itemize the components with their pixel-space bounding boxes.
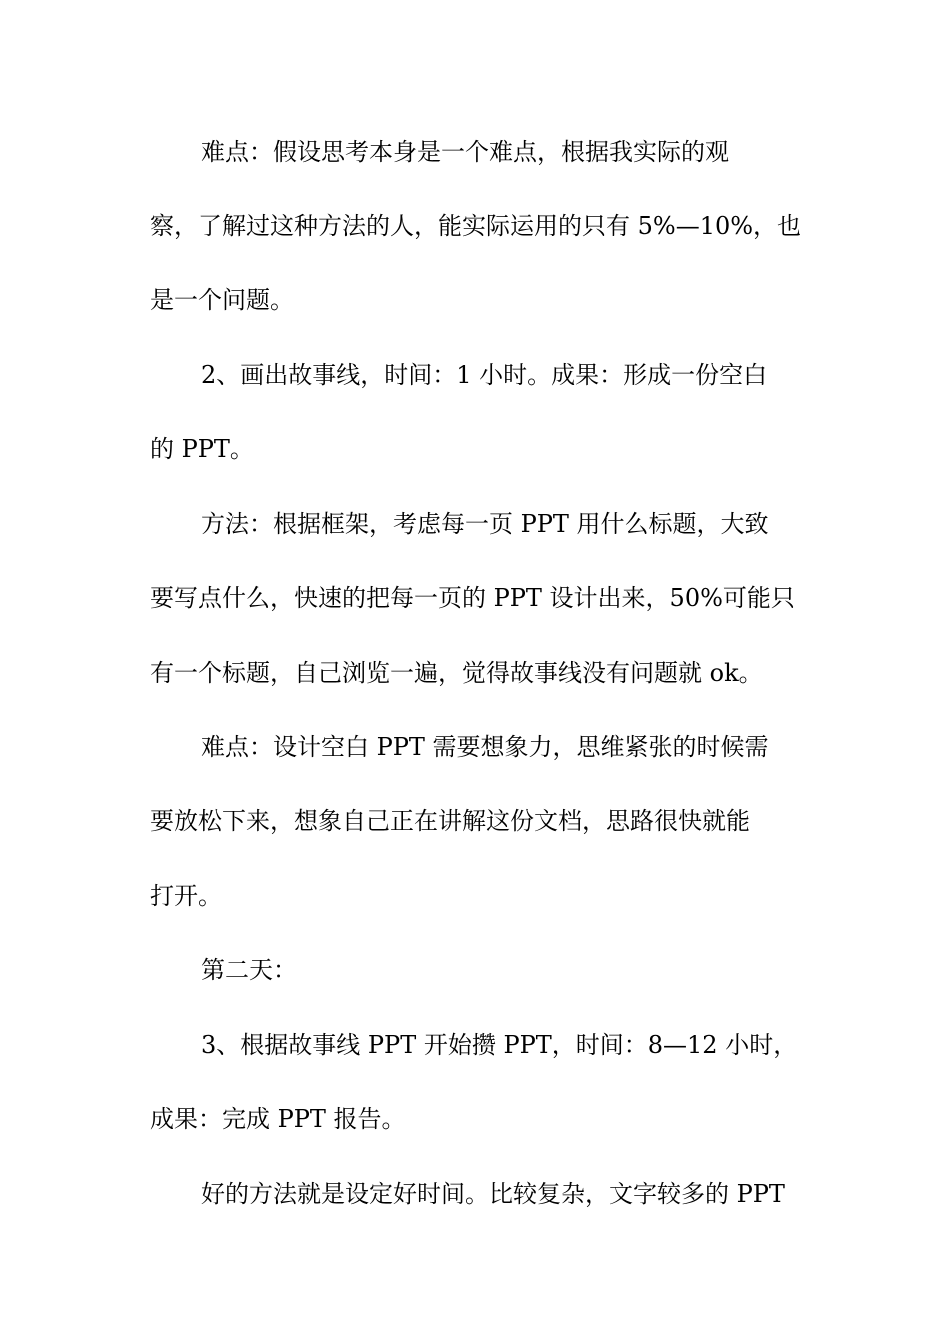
text-line-1: 难点：假设思考本身是一个难点，根据我实际的观 bbox=[201, 138, 729, 166]
text-line-4: 2、画出故事线，时间：1 小时。成果：形成一份空白 bbox=[201, 361, 768, 389]
text-line-6: 方法：根据框架，考虑每一页 PPT 用什么标题，大致 bbox=[201, 510, 769, 538]
text-line-3: 是一个问题。 bbox=[150, 286, 294, 314]
text-line-9: 难点：设计空白 PPT 需要想象力，思维紧张的时候需 bbox=[201, 733, 769, 761]
text-line-13: 3、根据故事线 PPT 开始攒 PPT，时间：8—12 小时， bbox=[201, 1031, 798, 1059]
text-line-11: 打开。 bbox=[150, 882, 222, 910]
text-line-8: 有一个标题，自己浏览一遍，觉得故事线没有问题就 ok。 bbox=[150, 659, 763, 687]
text-line-12: 第二天： bbox=[201, 956, 297, 984]
text-line-15: 好的方法就是设定好时间。比较复杂，文字较多的 PPT bbox=[201, 1180, 785, 1208]
text-line-14: 成果：完成 PPT 报告。 bbox=[150, 1105, 406, 1133]
text-line-7: 要写点什么，快速的把每一页的 PPT 设计出来，50%可能只 bbox=[150, 584, 795, 612]
text-line-2: 察，了解过这种方法的人，能实际运用的只有 5%—10%，也 bbox=[150, 212, 802, 240]
text-line-5: 的 PPT。 bbox=[150, 435, 254, 463]
text-line-10: 要放松下来，想象自己正在讲解这份文档，思路很快就能 bbox=[150, 807, 750, 835]
